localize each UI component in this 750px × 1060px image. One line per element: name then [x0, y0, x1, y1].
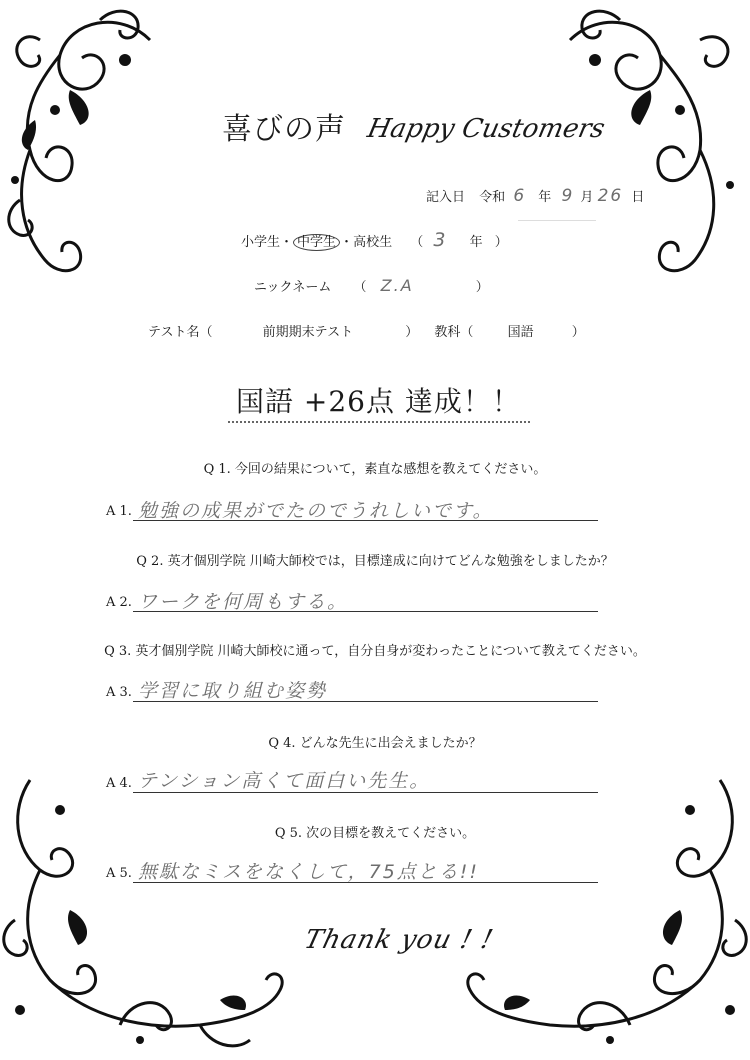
year-value: 6 — [513, 186, 527, 206]
grade-value: 3 — [433, 229, 448, 251]
subject-value: 国語 — [507, 325, 534, 340]
month-unit: 月 — [580, 190, 594, 205]
school-middle-circled: 中学生 — [293, 234, 340, 251]
corner-ornament-bottom-left — [0, 770, 300, 1060]
answer-2-label: A 2. — [106, 595, 132, 610]
grade-unit: 年 — [469, 235, 483, 250]
question-5: Q 5. 次の目標を教えてください。 — [274, 826, 476, 841]
subject-label: 教科（ — [434, 325, 474, 340]
school-high: 高校生 — [353, 235, 393, 250]
date-underline — [518, 220, 596, 221]
corner-ornament-top-left — [0, 0, 160, 300]
nickname-close: ） — [475, 280, 489, 295]
question-1: Q 1. 今回の結果について，素直な感想を教えてください。 — [203, 462, 547, 477]
corner-ornament-top-right — [560, 0, 750, 300]
separator: ・ — [340, 235, 354, 250]
school-elementary: 小学生 — [241, 235, 281, 250]
page-title-jp: 喜びの声 — [222, 112, 346, 147]
achievement-headline: 国語 +26点 達成！！ — [236, 385, 521, 418]
school-row — [241, 229, 508, 251]
date-label: 記入日 — [426, 190, 466, 205]
grade-close: ） — [494, 235, 508, 250]
question-2: Q 2. 英才個別学院 川崎大師校では，目標達成に向けてどんな勉強をしましたか？ — [136, 554, 614, 569]
nickname-label: ニックネーム — [254, 280, 332, 295]
date-row — [426, 186, 644, 206]
separator: ・ — [280, 235, 294, 250]
answer-2-text: ワークを何周もする。 — [138, 591, 349, 613]
test-label: テスト名（ — [148, 325, 213, 340]
year-unit: 年 — [538, 190, 552, 205]
answer-1-text: 勉強の成果がでたのでうれしいです。 — [138, 500, 494, 522]
nickname-row — [254, 276, 489, 295]
answer-5-text: 無駄なミスをなくして，75点とる!! — [138, 861, 480, 883]
answer-4-text: テンション高くて面白い先生。 — [138, 770, 431, 792]
answer-3-label: A 3. — [106, 685, 132, 700]
answer-1-label: A 1. — [106, 504, 132, 519]
day-value: 26 — [597, 186, 624, 206]
answer-4-label: A 4. — [106, 776, 132, 791]
subject-close: ） — [571, 325, 585, 340]
thank-you-text: Thank you ! ! — [301, 925, 497, 955]
headline-underline — [228, 421, 530, 423]
answer-5-label: A 5. — [106, 866, 132, 881]
page-title-en: Happy Customers — [364, 114, 608, 144]
grade-open: （ — [410, 235, 424, 250]
era-label: 令和 — [479, 190, 506, 205]
question-4: Q 4. どんな先生に出会えましたか？ — [268, 736, 482, 751]
corner-ornament-bottom-right — [450, 770, 750, 1060]
month-value: 9 — [561, 186, 575, 206]
test-row — [148, 321, 585, 340]
nickname-value: Z.A — [380, 276, 414, 295]
test-close: ） — [405, 325, 419, 340]
answer-3-text: 学習に取り組む姿勢 — [138, 680, 328, 702]
test-value: 前期期末テスト — [262, 325, 354, 340]
day-unit: 日 — [631, 190, 645, 205]
nickname-open: （ — [353, 280, 367, 295]
question-3: Q 3. 英才個別学院 川崎大師校に通って，自分自身が変わったことについて教えてください。 — [104, 644, 646, 659]
